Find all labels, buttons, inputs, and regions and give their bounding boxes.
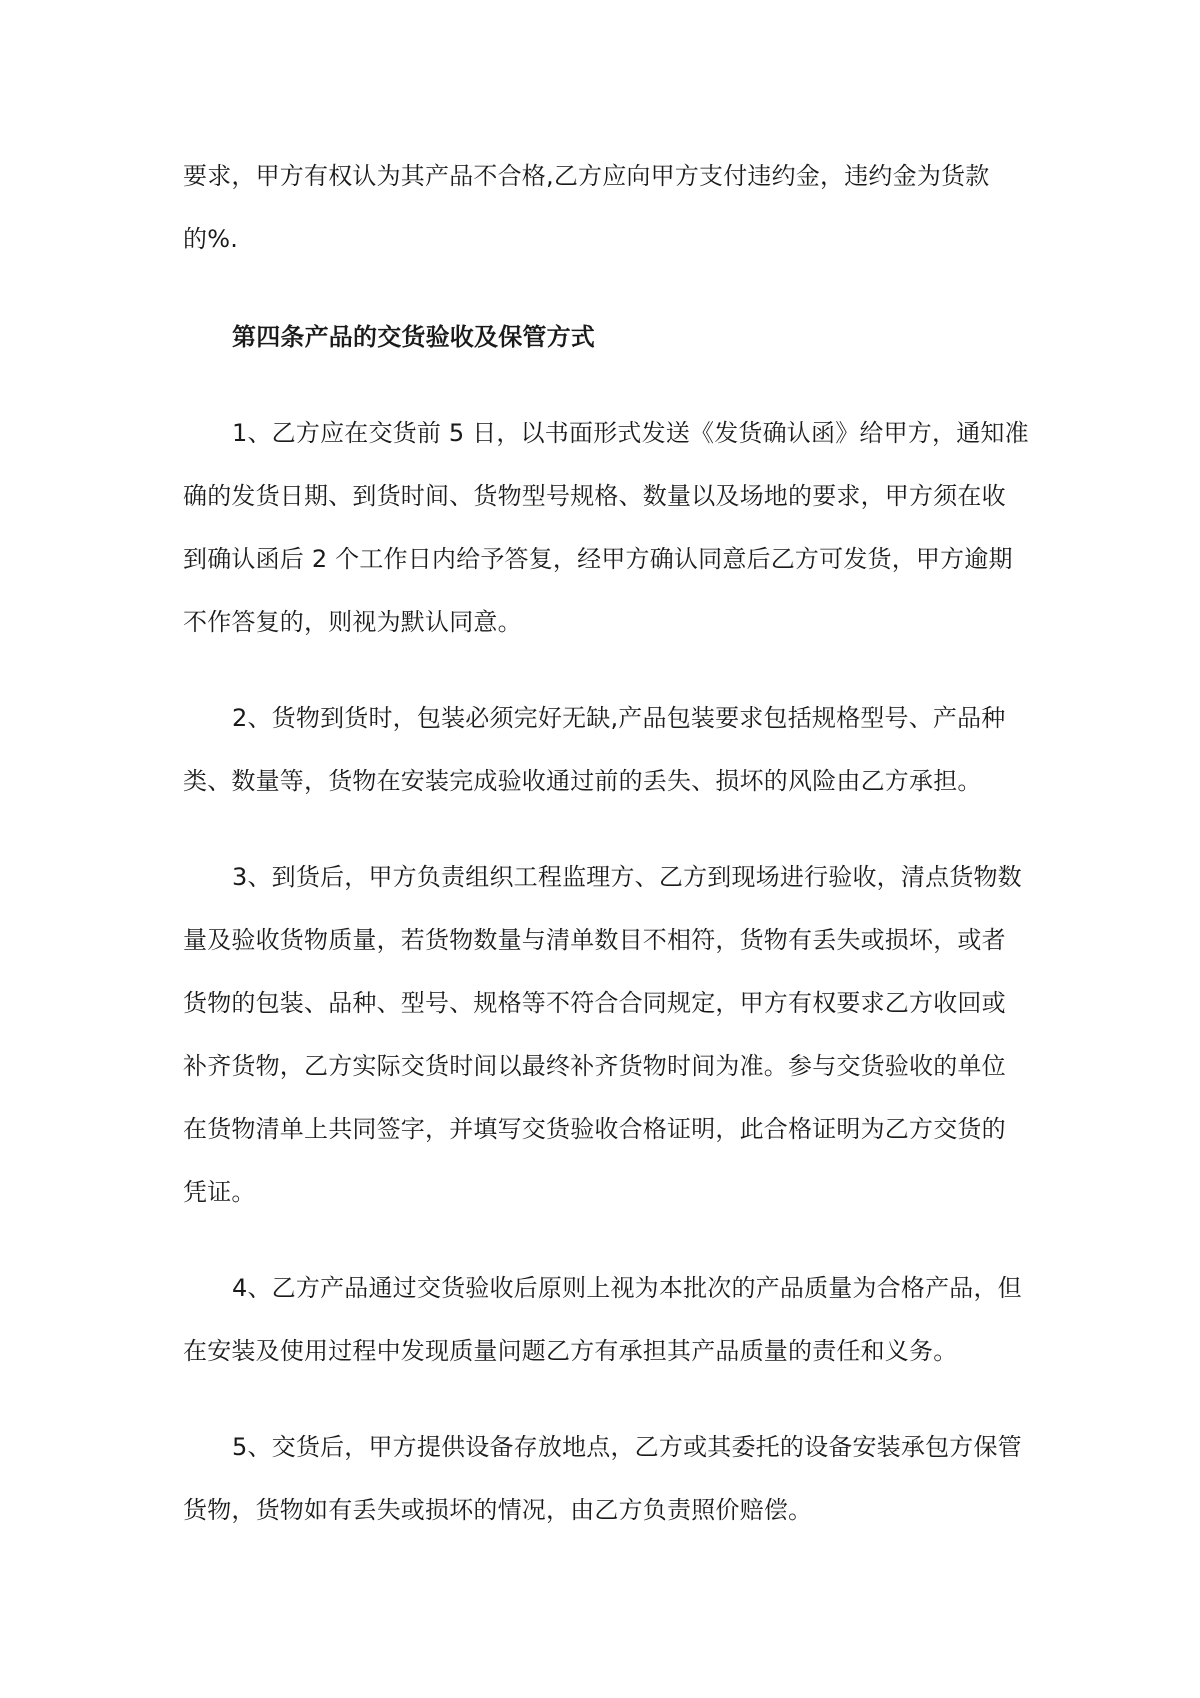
text-line: 4、乙方产品通过交货验收后原则上视为本批次的产品质量为合格产品，但 (232, 1274, 1022, 1302)
text-line: 在安装及使用过程中发现质量问题乙方有承担其产品质量的责任和义务。 (183, 1337, 958, 1365)
text-line: 确的发货日期、到货时间、货物型号规格、数量以及场地的要求，甲方须在收 (183, 482, 1006, 510)
text-line: 凭证。 (183, 1178, 256, 1206)
text-line: 补齐货物，乙方实际交货时间以最终补齐货物时间为准。参与交货验收的单位 (183, 1052, 1006, 1080)
text-line: 5、交货后，甲方提供设备存放地点，乙方或其委托的设备安装承包方保管 (232, 1433, 1022, 1461)
text-line: 在货物清单上共同签字，并填写交货验收合格证明，此合格证明为乙方交货的 (183, 1115, 1006, 1143)
text-line: 不作答复的，则视为默认同意。 (183, 608, 522, 636)
text-line: 类、数量等，货物在安装完成验收通过前的丢失、损坏的风险由乙方承担。 (183, 767, 982, 795)
text-line: 到确认函后 2 个工作日内给予答复，经甲方确认同意后乙方可发货，甲方逾期 (183, 545, 1013, 573)
text-line: 量及验收货物质量，若货物数量与清单数目不相符，货物有丢失或损坏，或者 (183, 926, 1006, 954)
text-line: 货物的包装、品种、型号、规格等不符合合同规定，甲方有权要求乙方收回或 (183, 989, 1006, 1017)
text-line: 货物，货物如有丢失或损坏的情况，由乙方负责照价赔偿。 (183, 1496, 813, 1524)
text-line: 1、乙方应在交货前 5 日，以书面形式发送《发货确认函》给甲方，通知准 (232, 419, 1029, 447)
section-heading: 第四条产品的交货验收及保管方式 (232, 323, 595, 351)
text-line: 要求，甲方有权认为其产品不合格,乙方应向甲方支付违约金，违约金为货款 (183, 162, 990, 190)
text-line: 的%. (183, 225, 239, 253)
text-line: 2、货物到货时，包装必须完好无缺,产品包装要求包括规格型号、产品种 (232, 704, 1006, 732)
text-line: 3、到货后，甲方负责组织工程监理方、乙方到现场进行验收，清点货物数 (232, 863, 1022, 891)
